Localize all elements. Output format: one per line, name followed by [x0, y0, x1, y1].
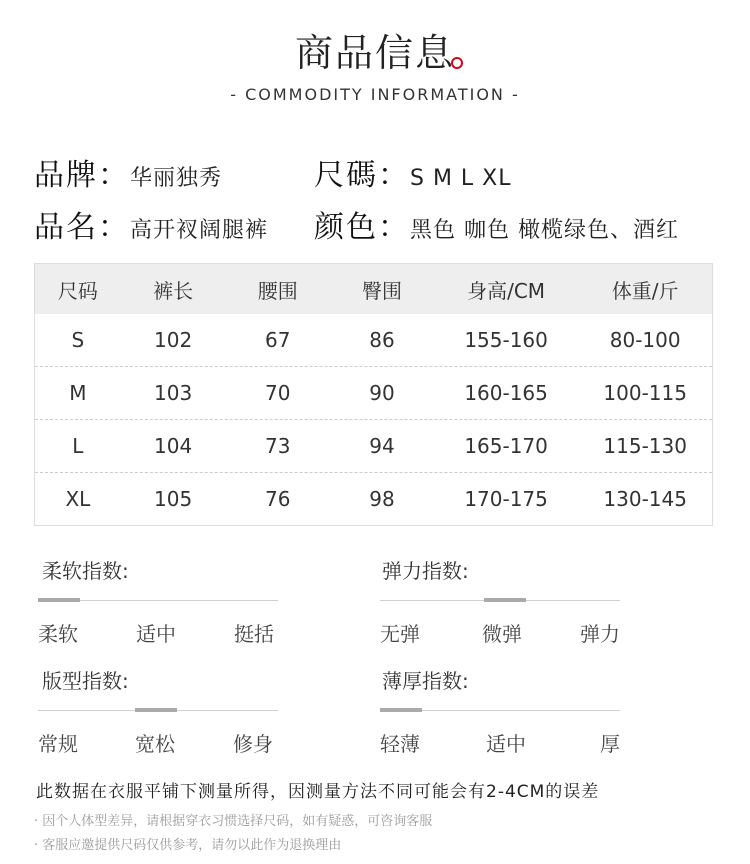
table-cell: M [69, 381, 87, 405]
thickness-level-marker [380, 708, 422, 712]
thickness-option: 厚 [600, 732, 620, 756]
table-cell: S [71, 328, 85, 352]
elasticity-option: 无弹 [380, 622, 420, 646]
table-cell: XL [65, 487, 91, 511]
table-cell: 67 [265, 328, 291, 352]
thickness-index [380, 665, 620, 755]
fit-level-marker [135, 708, 177, 712]
table-cell: 165-170 [464, 434, 548, 458]
table-cell: 105 [154, 487, 193, 511]
thickness-option: 适中 [486, 732, 526, 756]
table-cell: 155-160 [464, 328, 548, 352]
table-cell: 103 [154, 381, 193, 405]
color-label: 颜色： [314, 210, 410, 245]
elasticity-index-title: 弹力指数: [382, 559, 469, 583]
table-cell: 80-100 [609, 328, 681, 352]
table-cell: 160-165 [464, 381, 548, 405]
table-cell: 86 [369, 328, 395, 352]
table-cell: 102 [154, 328, 193, 352]
measurement-note: 此数据在衣服平铺下测量所得，因测量方法不同可能会有2-4CM的误差 [36, 782, 600, 802]
table-cell: 104 [154, 434, 193, 458]
color-info [314, 202, 679, 246]
table-body [35, 314, 712, 525]
table-cell: 98 [369, 487, 395, 511]
table-row [35, 314, 712, 366]
reference-disclaimer-note: · 客服应邀提供尺码仅供参考，请勿以此作为退换理由 [34, 838, 342, 853]
thickness-option: 轻薄 [380, 732, 420, 756]
page-subtitle: - COMMODITY INFORMATION - [230, 85, 520, 104]
size-info [314, 150, 512, 194]
table-header-cell: 体重/斤 [611, 278, 679, 303]
table-cell: 100-115 [603, 381, 687, 405]
size-value: S M L XL [410, 166, 512, 191]
fit-option: 修身 [233, 732, 273, 756]
thickness-index-title: 薄厚指数: [382, 669, 469, 693]
softness-option: 柔软 [38, 622, 78, 646]
table-cell: 115-130 [603, 434, 687, 458]
brand-label: 品牌： [34, 158, 130, 193]
elasticity-option: 弹力 [580, 622, 620, 646]
size-label: 尺碼： [314, 158, 410, 193]
brand-value: 华丽独秀 [130, 166, 223, 191]
title-accent-circle [451, 57, 463, 69]
name-value: 高开衩阔腿裤 [130, 218, 269, 243]
softness-level-marker [38, 598, 80, 602]
table-header-cell: 臀围 [361, 278, 402, 303]
name-label: 品名： [34, 210, 130, 245]
table-row [35, 472, 712, 525]
softness-option: 挺括 [234, 622, 274, 646]
brand-info [34, 150, 222, 194]
name-info [34, 202, 268, 246]
table-cell: 73 [265, 434, 291, 458]
table-row [35, 419, 712, 472]
table-cell: 130-145 [603, 487, 687, 511]
size-advice-note: · 因个人体型差异，请根据穿衣习惯选择尺码，如有疑惑，可咨询客服 [34, 814, 433, 829]
elasticity-index [380, 555, 620, 645]
table-cell: 90 [369, 381, 395, 405]
table-header-cell: 身高/CM [467, 278, 546, 303]
fit-option: 宽松 [135, 732, 175, 756]
table-header-row [35, 264, 712, 314]
color-value: 黑色 咖色 橄榄绿色、酒红 [410, 218, 679, 243]
elasticity-option: 微弹 [482, 622, 522, 646]
fit-option: 常规 [38, 732, 78, 756]
softness-index [38, 555, 278, 645]
table-cell: L [72, 434, 84, 458]
softness-index-title: 柔软指数: [42, 559, 129, 583]
table-cell: 94 [369, 434, 395, 458]
elasticity-level-marker [484, 598, 526, 602]
fit-index [38, 665, 278, 755]
table-header-cell: 腰围 [257, 278, 298, 303]
softness-option: 适中 [136, 622, 176, 646]
fit-index-title: 版型指数: [42, 669, 129, 693]
table-cell: 70 [265, 381, 291, 405]
table-header-cell: 裤长 [153, 278, 194, 303]
table-row [35, 366, 712, 419]
page-title: 商品信息 [294, 31, 455, 75]
table-cell: 170-175 [464, 487, 548, 511]
size-table [34, 263, 713, 526]
table-header-cell: 尺码 [57, 278, 98, 303]
table-cell: 76 [265, 487, 291, 511]
